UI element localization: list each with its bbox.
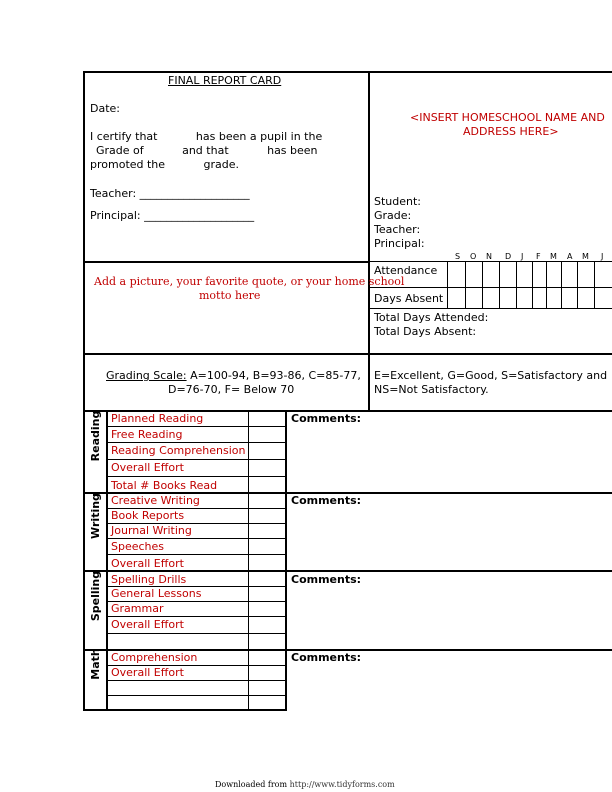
spelling-item: Grammar — [111, 602, 164, 615]
student-label: Student: — [374, 195, 422, 208]
math-comments-label: Comments: — [291, 651, 362, 664]
month-label: N — [486, 252, 492, 261]
days-absent-label: Days Absent — [374, 292, 444, 305]
math-item: Overall Effort — [111, 666, 184, 679]
writing-item: Book Reports — [111, 509, 185, 522]
date-label: Date: — [90, 102, 120, 115]
footer-prefix: Downloaded from — [215, 780, 288, 789]
total-days-attended-label: Total Days Attended: — [374, 311, 489, 324]
teacher-label: Teacher: — [374, 223, 421, 236]
attendance-col — [465, 261, 466, 308]
spelling-item: Overall Effort — [111, 618, 184, 631]
card-principal-line: Principal: ____________________ — [90, 209, 255, 222]
grading-scale-line-1 — [106, 369, 361, 382]
reading-item: Reading Comprehension — [111, 444, 246, 457]
month-label: J — [521, 252, 524, 261]
row-line — [106, 426, 286, 427]
row-line — [106, 633, 286, 634]
attendance-label: Attendance — [374, 264, 438, 277]
attendance-col — [594, 261, 595, 308]
grading-scale-values: A=100-94, B=93-86, C=85-77, — [190, 369, 361, 382]
attendance-grid-bottom — [370, 308, 612, 309]
writing-comments-label: Comments: — [291, 494, 362, 507]
attendance-grid-mid — [370, 287, 612, 288]
reading-item: Free Reading — [111, 428, 183, 441]
reading-comments-label: Comments: — [291, 412, 362, 425]
effort-scale-line-1: E=Excellent, G=Good, S=Satisfactory and — [374, 369, 608, 382]
writing-item: Overall Effort — [111, 557, 184, 570]
attendance-col — [577, 261, 578, 308]
attendance-col — [482, 261, 483, 308]
math-section-bottom — [83, 709, 287, 711]
row-line — [106, 538, 286, 539]
month-label: M — [582, 252, 589, 261]
principal-label: Principal: — [374, 237, 425, 250]
middle-divider — [368, 71, 370, 412]
motto-line-1: Add a picture, your favorite quote, or your home school — [94, 275, 405, 288]
month-label: M — [550, 252, 557, 261]
month-label: D — [505, 252, 512, 261]
school-placeholder-line-2: ADDRESS HERE> — [463, 125, 559, 138]
grade-label: Grade: — [374, 209, 412, 222]
month-label: J — [601, 252, 604, 261]
attendance-col — [516, 261, 517, 308]
footer-link[interactable]: http://www.tidyforms.com — [289, 780, 395, 789]
reading-item: Planned Reading — [111, 412, 204, 425]
row-line — [106, 695, 286, 696]
row-line — [106, 459, 286, 460]
card-teacher-line: Teacher: ____________________ — [90, 187, 250, 200]
row-line — [106, 616, 286, 617]
spelling-item: General Lessons — [111, 587, 202, 600]
writing-section-bottom — [83, 570, 612, 572]
certify-line-1: I certify that has been a pupil in the — [90, 130, 323, 143]
left-border — [83, 71, 85, 711]
attendance-col — [561, 261, 562, 308]
reading-item: Overall Effort — [111, 461, 184, 474]
row-line — [106, 554, 286, 555]
row2-bottom — [83, 353, 612, 355]
grading-scale-line-2: D=76-70, F= Below 70 — [168, 383, 295, 396]
spelling-comments-label: Comments: — [291, 573, 362, 586]
spelling-item: Spelling Drills — [111, 573, 187, 586]
row1-bottom-left — [83, 261, 370, 263]
effort-scale-line-2: NS=Not Satisfactory. — [374, 383, 489, 396]
grading-scale-title: Grading Scale: — [106, 369, 187, 382]
writing-item: Speeches — [111, 540, 165, 553]
motto-line-2: motto here — [199, 289, 261, 302]
subject-label-math: Math — [89, 648, 102, 680]
certify-line-2: Grade of and that has been — [96, 144, 318, 157]
row-line — [106, 442, 286, 443]
row-line — [106, 680, 286, 681]
certify-line-3: promoted the grade. — [90, 158, 240, 171]
row-line — [106, 476, 286, 477]
top-border — [83, 71, 612, 73]
footer-download-text — [215, 778, 395, 791]
attendance-grid-top — [370, 261, 612, 262]
month-label: F — [536, 252, 541, 261]
reading-item: Total # Books Read — [111, 479, 218, 492]
month-label: A — [567, 252, 573, 261]
subject-label-writing: Writing — [89, 493, 102, 539]
writing-item: Journal Writing — [111, 524, 192, 537]
attendance-col — [447, 261, 448, 308]
subject-label-reading: Reading — [89, 410, 102, 462]
total-days-absent-label: Total Days Absent: — [374, 325, 477, 338]
month-label: S — [455, 252, 461, 261]
subject-label-spelling: Spelling — [89, 570, 102, 622]
school-placeholder-line-1: <INSERT HOMESCHOOL NAME AND — [410, 111, 605, 124]
attendance-col — [546, 261, 547, 308]
card-title: FINAL REPORT CARD — [168, 74, 282, 87]
month-label: O — [470, 252, 477, 261]
attendance-col — [499, 261, 500, 308]
math-item: Comprehension — [111, 651, 198, 664]
writing-item: Creative Writing — [111, 494, 200, 507]
attendance-col — [532, 261, 533, 308]
